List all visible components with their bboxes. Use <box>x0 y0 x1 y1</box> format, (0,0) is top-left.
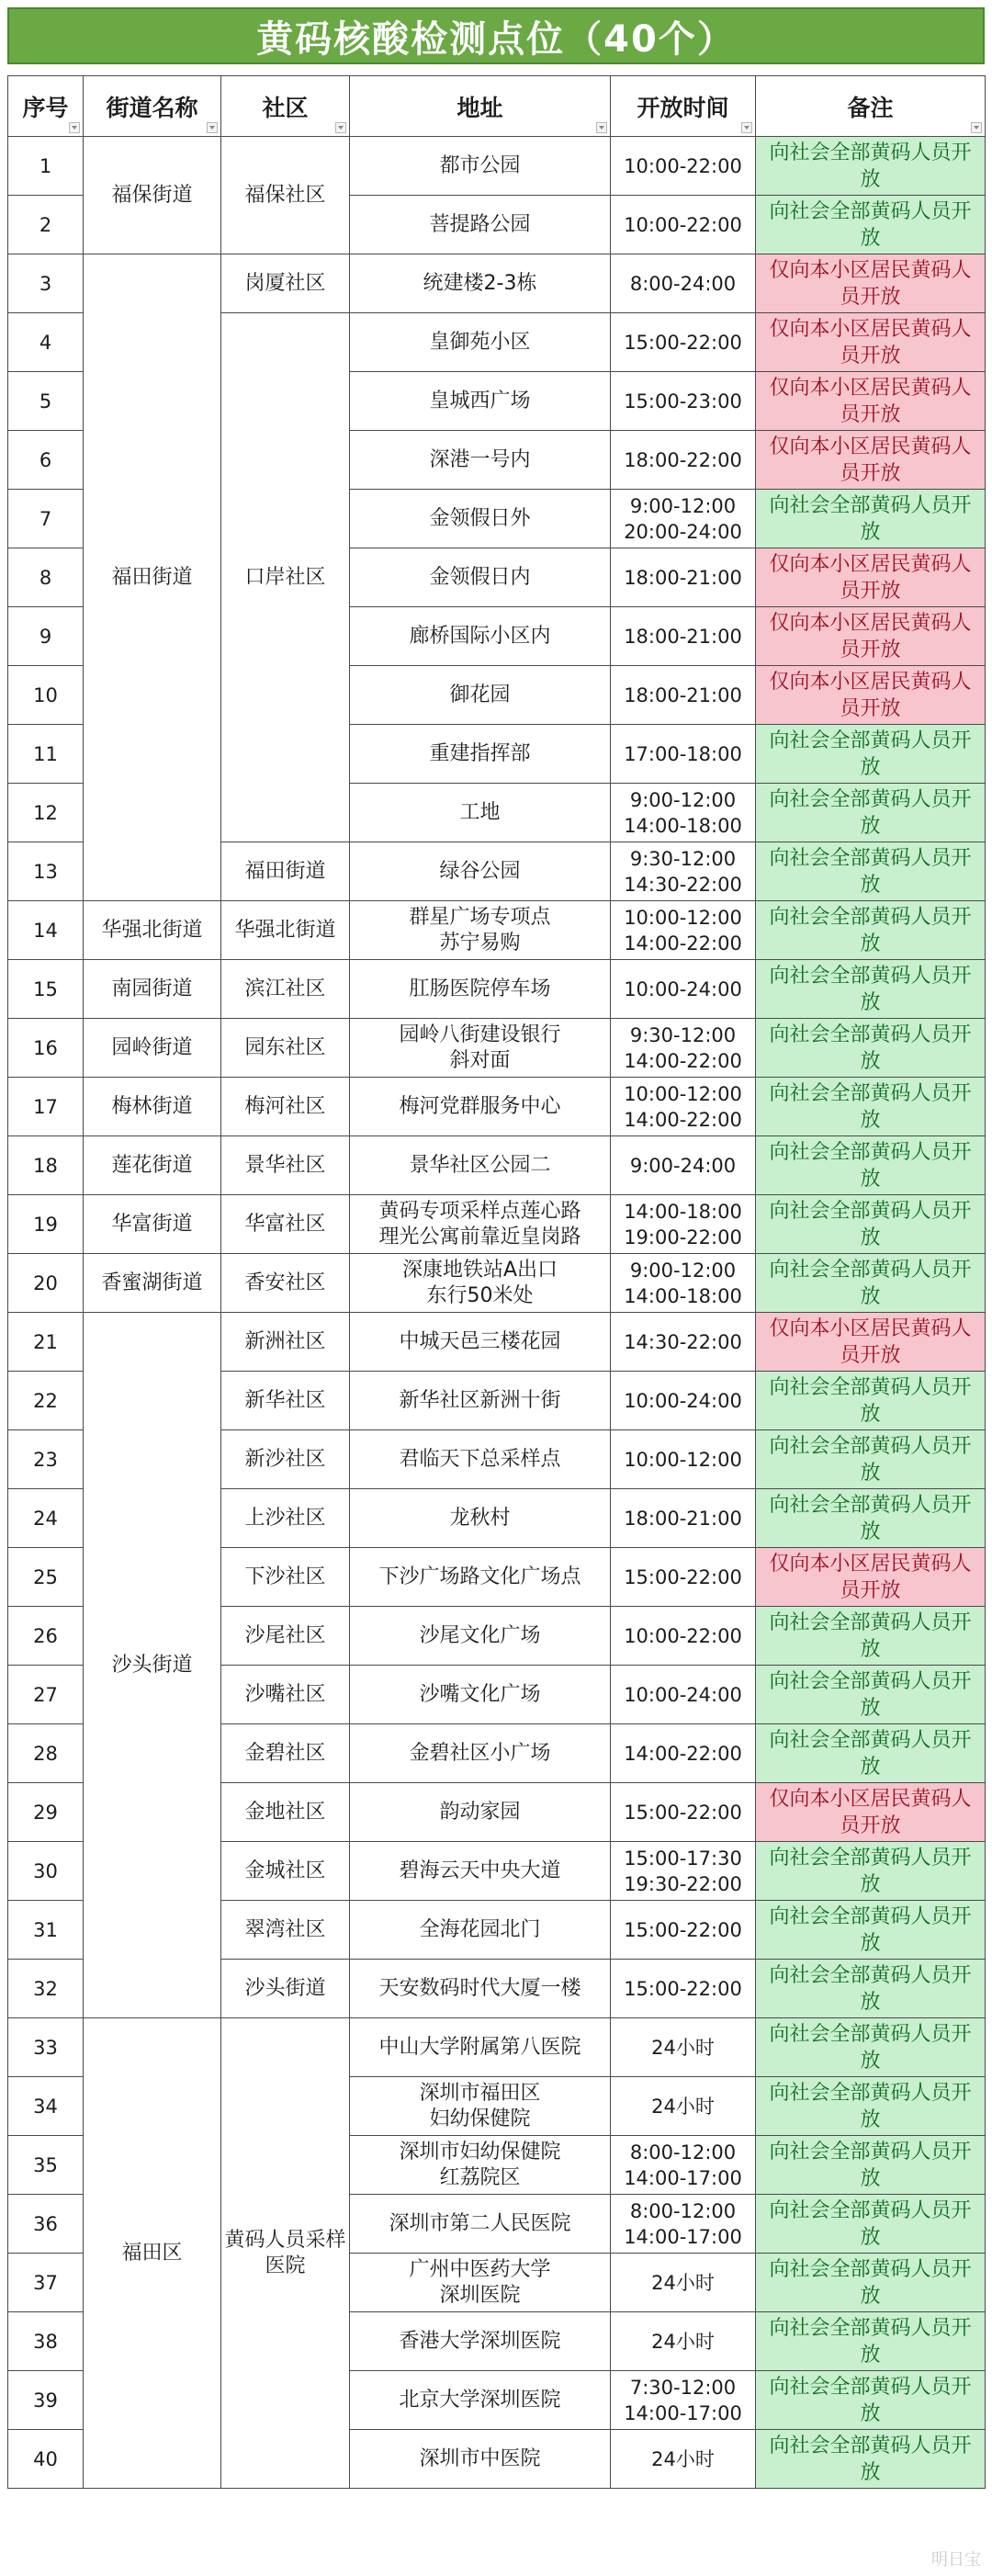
address-cell: 新华社区新洲十街 <box>350 1372 611 1430</box>
serial-cell: 10 <box>8 666 84 725</box>
header-note <box>756 76 986 137</box>
hours-cell: 9:30-12:00 14:30-22:00 <box>611 842 756 901</box>
header-hours <box>611 76 756 137</box>
address-cell: 天安数码时代大厦一楼 <box>350 1960 611 2018</box>
address-cell: 中山大学附属第八医院 <box>350 2018 611 2077</box>
address-cell: 金领假日内 <box>350 548 611 607</box>
community-cell: 金城社区 <box>221 1842 350 1901</box>
serial-cell: 33 <box>8 2018 84 2077</box>
address-cell: 统建楼2-3栋 <box>350 254 611 313</box>
address-cell: 都市公园 <box>350 137 611 196</box>
note-open-to-all: 向社会全部黄码人员开放 <box>756 2312 986 2371</box>
hours-cell: 10:00-12:00 <box>611 1430 756 1489</box>
address-cell: 君临天下总采样点 <box>350 1430 611 1489</box>
serial-cell: 16 <box>8 1019 84 1078</box>
note-residents-only: 仅向本小区居民黄码人员开放 <box>756 1313 986 1372</box>
hours-cell: 10:00-22:00 <box>611 137 756 196</box>
note-open-to-all: 向社会全部黄码人员开放 <box>756 1724 986 1783</box>
hours-cell: 9:00-24:00 <box>611 1136 756 1195</box>
address-cell: 廊桥国际小区内 <box>350 607 611 666</box>
serial-cell: 22 <box>8 1372 84 1430</box>
address-cell: 群星广场专项点 苏宁易购 <box>350 901 611 960</box>
serial-cell: 1 <box>8 137 84 196</box>
note-open-to-all: 向社会全部黄码人员开放 <box>756 1136 986 1195</box>
note-open-to-all: 向社会全部黄码人员开放 <box>756 1607 986 1666</box>
serial-cell: 8 <box>8 548 84 607</box>
note-open-to-all: 向社会全部黄码人员开放 <box>756 960 986 1019</box>
serial-cell: 6 <box>8 431 84 490</box>
address-cell: 碧海云天中央大道 <box>350 1842 611 1901</box>
community-cell: 福田街道 <box>221 842 350 901</box>
street-cell: 莲花街道 <box>84 1136 221 1195</box>
header-row <box>8 76 986 137</box>
hours-cell: 24小时 <box>611 2254 756 2312</box>
serial-cell: 4 <box>8 313 84 372</box>
note-open-to-all: 向社会全部黄码人员开放 <box>756 2018 986 2077</box>
testing-sites-table <box>7 75 986 2489</box>
serial-cell: 26 <box>8 1607 84 1666</box>
community-cell: 上沙社区 <box>221 1489 350 1548</box>
hours-cell: 18:00-22:00 <box>611 431 756 490</box>
note-residents-only: 仅向本小区居民黄码人员开放 <box>756 254 986 313</box>
hours-cell: 17:00-18:00 <box>611 725 756 784</box>
address-cell: 深圳市妇幼保健院 红荔院区 <box>350 2136 611 2195</box>
street-cell: 香蜜湖街道 <box>84 1254 221 1313</box>
table-row <box>8 2018 986 2077</box>
address-cell: 沙嘴文化广场 <box>350 1666 611 1724</box>
address-cell: 御花园 <box>350 666 611 725</box>
serial-cell: 39 <box>8 2371 84 2430</box>
community-cell: 华富社区 <box>221 1195 350 1254</box>
note-residents-only: 仅向本小区居民黄码人员开放 <box>756 666 986 725</box>
watermark: 明日宝 <box>931 2550 981 2570</box>
street-cell: 沙头街道 <box>84 1313 221 2018</box>
note-open-to-all: 向社会全部黄码人员开放 <box>756 196 986 254</box>
hours-cell: 9:00-12:00 14:00-18:00 <box>611 1254 756 1313</box>
hours-cell: 10:00-12:00 14:00-22:00 <box>611 901 756 960</box>
header-community <box>221 76 350 137</box>
hours-cell: 10:00-24:00 <box>611 1666 756 1724</box>
note-open-to-all: 向社会全部黄码人员开放 <box>756 1078 986 1136</box>
serial-cell: 29 <box>8 1783 84 1842</box>
table-row <box>8 901 986 960</box>
hours-cell: 24小时 <box>611 2077 756 2136</box>
hours-cell: 9:00-12:00 20:00-24:00 <box>611 490 756 548</box>
serial-cell: 32 <box>8 1960 84 2018</box>
serial-cell: 23 <box>8 1430 84 1489</box>
table-row <box>8 1195 986 1254</box>
address-cell: 深港一号内 <box>350 431 611 490</box>
table-row <box>8 1136 986 1195</box>
community-cell: 福保社区 <box>221 137 350 254</box>
filter-dropdown-icon[interactable] <box>741 122 752 133</box>
community-cell: 园东社区 <box>221 1019 350 1078</box>
serial-cell: 35 <box>8 2136 84 2195</box>
serial-cell: 2 <box>8 196 84 254</box>
hours-cell: 15:00-22:00 <box>611 1783 756 1842</box>
address-cell: 沙尾文化广场 <box>350 1607 611 1666</box>
serial-cell: 13 <box>8 842 84 901</box>
header-serial-label: 序号 <box>22 94 69 121</box>
note-open-to-all: 向社会全部黄码人员开放 <box>756 2430 986 2489</box>
address-cell: 皇御苑小区 <box>350 313 611 372</box>
note-open-to-all: 向社会全部黄码人员开放 <box>756 842 986 901</box>
address-cell: 香港大学深圳医院 <box>350 2312 611 2371</box>
community-cell: 金地社区 <box>221 1783 350 1842</box>
community-cell: 下沙社区 <box>221 1548 350 1607</box>
community-cell: 滨江社区 <box>221 960 350 1019</box>
hours-cell: 10:00-22:00 <box>611 1607 756 1666</box>
note-open-to-all: 向社会全部黄码人员开放 <box>756 1489 986 1548</box>
note-residents-only: 仅向本小区居民黄码人员开放 <box>756 607 986 666</box>
filter-dropdown-icon[interactable] <box>596 122 607 133</box>
serial-cell: 17 <box>8 1078 84 1136</box>
hours-cell: 18:00-21:00 <box>611 666 756 725</box>
table-row <box>8 1078 986 1136</box>
hours-cell: 15:00-23:00 <box>611 372 756 431</box>
address-cell: 黄码专项采样点莲心路 理光公寓前靠近皇岗路 <box>350 1195 611 1254</box>
serial-cell: 37 <box>8 2254 84 2312</box>
serial-cell: 3 <box>8 254 84 313</box>
serial-cell: 12 <box>8 784 84 842</box>
serial-cell: 18 <box>8 1136 84 1195</box>
hours-cell: 15:00-17:30 19:30-22:00 <box>611 1842 756 1901</box>
street-cell: 梅林街道 <box>84 1078 221 1136</box>
serial-cell: 28 <box>8 1724 84 1783</box>
note-open-to-all: 向社会全部黄码人员开放 <box>756 490 986 548</box>
address-cell: 中城天邑三楼花园 <box>350 1313 611 1372</box>
community-cell: 景华社区 <box>221 1136 350 1195</box>
serial-cell: 31 <box>8 1901 84 1960</box>
note-open-to-all: 向社会全部黄码人员开放 <box>756 725 986 784</box>
community-cell: 新华社区 <box>221 1372 350 1430</box>
street-cell: 南园街道 <box>84 960 221 1019</box>
street-cell: 华强北街道 <box>84 901 221 960</box>
hours-cell: 9:00-12:00 14:00-18:00 <box>611 784 756 842</box>
community-cell: 新洲社区 <box>221 1313 350 1372</box>
hours-cell: 24小时 <box>611 2018 756 2077</box>
street-cell: 华富街道 <box>84 1195 221 1254</box>
note-open-to-all: 向社会全部黄码人员开放 <box>756 1019 986 1078</box>
note-open-to-all: 向社会全部黄码人员开放 <box>756 1960 986 2018</box>
address-cell: 工地 <box>350 784 611 842</box>
address-cell: 深圳市中医院 <box>350 2430 611 2489</box>
serial-cell: 38 <box>8 2312 84 2371</box>
sheet-title: 黄码核酸检测点位（40个） <box>7 7 985 64</box>
hours-cell: 14:30-22:00 <box>611 1313 756 1372</box>
address-cell: 广州中医药大学 深圳医院 <box>350 2254 611 2312</box>
note-open-to-all: 向社会全部黄码人员开放 <box>756 1430 986 1489</box>
hours-cell: 18:00-21:00 <box>611 607 756 666</box>
note-open-to-all: 向社会全部黄码人员开放 <box>756 1666 986 1724</box>
community-cell: 黄码人员采样医院 <box>221 2018 350 2489</box>
note-open-to-all: 向社会全部黄码人员开放 <box>756 2195 986 2254</box>
street-cell: 福田区 <box>84 2018 221 2489</box>
address-cell: 韵动家园 <box>350 1783 611 1842</box>
header-street-label: 街道名称 <box>106 94 198 121</box>
note-open-to-all: 向社会全部黄码人员开放 <box>756 2077 986 2136</box>
community-cell: 翠湾社区 <box>221 1901 350 1960</box>
address-cell: 景华社区公园二 <box>350 1136 611 1195</box>
serial-cell: 21 <box>8 1313 84 1372</box>
hours-cell: 8:00-24:00 <box>611 254 756 313</box>
note-residents-only: 仅向本小区居民黄码人员开放 <box>756 372 986 431</box>
serial-cell: 7 <box>8 490 84 548</box>
community-cell: 沙嘴社区 <box>221 1666 350 1724</box>
hours-cell: 10:00-24:00 <box>611 1372 756 1430</box>
table-row <box>8 960 986 1019</box>
address-cell: 北京大学深圳医院 <box>350 2371 611 2430</box>
address-cell: 深圳市福田区 妇幼保健院 <box>350 2077 611 2136</box>
serial-cell: 14 <box>8 901 84 960</box>
community-cell: 沙尾社区 <box>221 1607 350 1666</box>
serial-cell: 34 <box>8 2077 84 2136</box>
address-cell: 深圳市第二人民医院 <box>350 2195 611 2254</box>
address-cell: 下沙广场路文化广场点 <box>350 1548 611 1607</box>
note-open-to-all: 向社会全部黄码人员开放 <box>756 1195 986 1254</box>
hours-cell: 9:30-12:00 14:00-22:00 <box>611 1019 756 1078</box>
community-cell: 香安社区 <box>221 1254 350 1313</box>
hours-cell: 10:00-22:00 <box>611 196 756 254</box>
address-cell: 菩提路公园 <box>350 196 611 254</box>
hours-cell: 15:00-22:00 <box>611 313 756 372</box>
note-open-to-all: 向社会全部黄码人员开放 <box>756 1372 986 1430</box>
hours-cell: 10:00-12:00 14:00-22:00 <box>611 1078 756 1136</box>
header-hours-label: 开放时间 <box>637 94 729 121</box>
note-open-to-all: 向社会全部黄码人员开放 <box>756 784 986 842</box>
note-residents-only: 仅向本小区居民黄码人员开放 <box>756 548 986 607</box>
note-open-to-all: 向社会全部黄码人员开放 <box>756 901 986 960</box>
hours-cell: 15:00-22:00 <box>611 1901 756 1960</box>
address-cell: 深康地铁站A出口 东行50米处 <box>350 1254 611 1313</box>
table-row <box>8 1254 986 1313</box>
address-cell: 皇城西广场 <box>350 372 611 431</box>
note-residents-only: 仅向本小区居民黄码人员开放 <box>756 1548 986 1607</box>
header-address-label: 地址 <box>457 94 503 121</box>
serial-cell: 9 <box>8 607 84 666</box>
table-row <box>8 1313 986 1372</box>
community-cell: 华强北街道 <box>221 901 350 960</box>
community-cell: 梅河社区 <box>221 1078 350 1136</box>
hours-cell: 7:30-12:00 14:00-17:00 <box>611 2371 756 2430</box>
note-residents-only: 仅向本小区居民黄码人员开放 <box>756 313 986 372</box>
serial-cell: 25 <box>8 1548 84 1607</box>
filter-dropdown-icon[interactable] <box>69 122 80 133</box>
serial-cell: 11 <box>8 725 84 784</box>
header-street <box>84 76 221 137</box>
serial-cell: 27 <box>8 1666 84 1724</box>
address-cell: 金碧社区小广场 <box>350 1724 611 1783</box>
address-cell: 绿谷公园 <box>350 842 611 901</box>
hours-cell: 14:00-18:00 19:00-22:00 <box>611 1195 756 1254</box>
serial-cell: 30 <box>8 1842 84 1901</box>
note-residents-only: 仅向本小区居民黄码人员开放 <box>756 1783 986 1842</box>
address-cell: 园岭八街建设银行 斜对面 <box>350 1019 611 1078</box>
community-cell: 新沙社区 <box>221 1430 350 1489</box>
table-row <box>8 1019 986 1078</box>
hours-cell: 10:00-24:00 <box>611 960 756 1019</box>
community-cell: 沙头街道 <box>221 1960 350 2018</box>
hours-cell: 8:00-12:00 14:00-17:00 <box>611 2195 756 2254</box>
hours-cell: 24小时 <box>611 2430 756 2489</box>
note-open-to-all: 向社会全部黄码人员开放 <box>756 1254 986 1313</box>
address-cell: 肛肠医院停车场 <box>350 960 611 1019</box>
note-open-to-all: 向社会全部黄码人员开放 <box>756 2371 986 2430</box>
hours-cell: 18:00-21:00 <box>611 548 756 607</box>
hours-cell: 8:00-12:00 14:00-17:00 <box>611 2136 756 2195</box>
header-community-label: 社区 <box>262 94 309 121</box>
serial-cell: 5 <box>8 372 84 431</box>
hours-cell: 24小时 <box>611 2312 756 2371</box>
serial-cell: 15 <box>8 960 84 1019</box>
header-address <box>350 76 611 137</box>
hours-cell: 14:00-22:00 <box>611 1724 756 1783</box>
street-cell: 福田街道 <box>84 254 221 901</box>
hours-cell: 15:00-22:00 <box>611 1960 756 2018</box>
serial-cell: 19 <box>8 1195 84 1254</box>
hours-cell: 18:00-21:00 <box>611 1489 756 1548</box>
filter-dropdown-icon[interactable] <box>207 122 218 133</box>
note-residents-only: 仅向本小区居民黄码人员开放 <box>756 431 986 490</box>
address-cell: 梅河党群服务中心 <box>350 1078 611 1136</box>
community-cell: 口岸社区 <box>221 313 350 842</box>
note-open-to-all: 向社会全部黄码人员开放 <box>756 1842 986 1901</box>
note-open-to-all: 向社会全部黄码人员开放 <box>756 137 986 196</box>
serial-cell: 20 <box>8 1254 84 1313</box>
address-cell: 重建指挥部 <box>350 725 611 784</box>
street-cell: 园岭街道 <box>84 1019 221 1078</box>
note-open-to-all: 向社会全部黄码人员开放 <box>756 2254 986 2312</box>
table-row <box>8 254 986 313</box>
note-open-to-all: 向社会全部黄码人员开放 <box>756 1901 986 1960</box>
address-cell: 全海花园北门 <box>350 1901 611 1960</box>
serial-cell: 36 <box>8 2195 84 2254</box>
filter-dropdown-icon[interactable] <box>971 122 982 133</box>
note-open-to-all: 向社会全部黄码人员开放 <box>756 2136 986 2195</box>
table-body <box>8 137 986 2489</box>
serial-cell: 40 <box>8 2430 84 2489</box>
header-serial <box>8 76 84 137</box>
table-row <box>8 137 986 196</box>
header-note-label: 备注 <box>847 94 894 121</box>
street-cell: 福保街道 <box>84 137 221 254</box>
hours-cell: 15:00-22:00 <box>611 1548 756 1607</box>
address-cell: 龙秋村 <box>350 1489 611 1548</box>
address-cell: 金领假日外 <box>350 490 611 548</box>
community-cell: 金碧社区 <box>221 1724 350 1783</box>
serial-cell: 24 <box>8 1489 84 1548</box>
community-cell: 岗厦社区 <box>221 254 350 313</box>
filter-dropdown-icon[interactable] <box>335 122 346 133</box>
